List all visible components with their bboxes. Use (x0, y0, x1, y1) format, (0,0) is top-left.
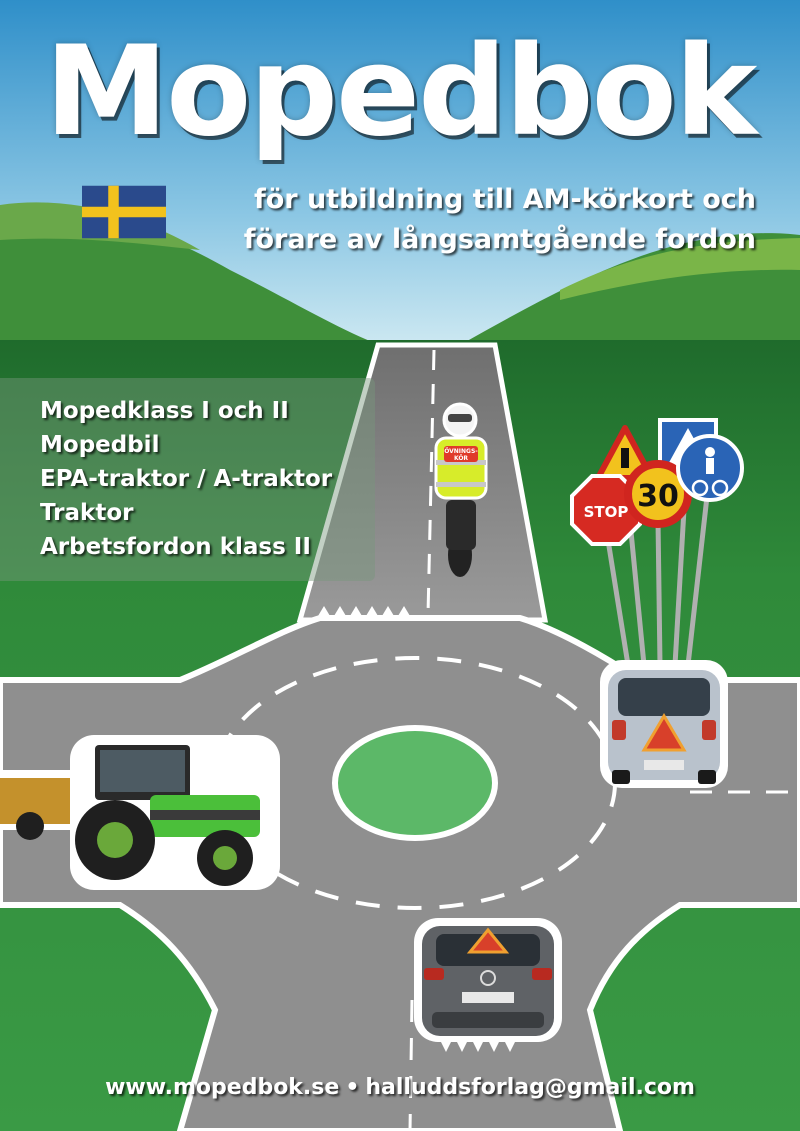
cover-footer (0, 1072, 800, 1104)
footer-separator: • (345, 1075, 360, 1100)
speed-sign-text: 30 (637, 479, 679, 514)
vehicle-class-item: Mopedbil (40, 432, 160, 458)
email-link[interactable]: halluddsforlag@gmail.com (365, 1075, 695, 1100)
vehicle-class-item: Traktor (40, 500, 134, 526)
vest-text-line1: ÖVNINGS- (444, 448, 478, 455)
roundabout-center-island (335, 728, 495, 838)
vehicle-class-item: Mopedklass I och II (40, 398, 289, 424)
cover-subtitle (200, 180, 756, 260)
vest-text-line2: KÖR (453, 455, 469, 462)
vehicle-class-item: Arbetsfordon klass II (40, 534, 311, 560)
subtitle-line-2: förare av långsamtgående fordon (243, 224, 756, 255)
moped-car-rear (600, 660, 728, 788)
vehicle-classes-list (40, 394, 332, 564)
swedish-flag-icon (82, 184, 166, 240)
website-link[interactable]: www.mopedbok.se (105, 1075, 340, 1100)
subtitle-line-1: för utbildning till AM-körkort och (253, 184, 756, 215)
car-rear (414, 918, 562, 1042)
cover-title: Mopedbok (44, 20, 756, 164)
vehicle-class-item: EPA-traktor / A-traktor (40, 466, 333, 492)
stop-sign-text: STOP (583, 503, 629, 521)
